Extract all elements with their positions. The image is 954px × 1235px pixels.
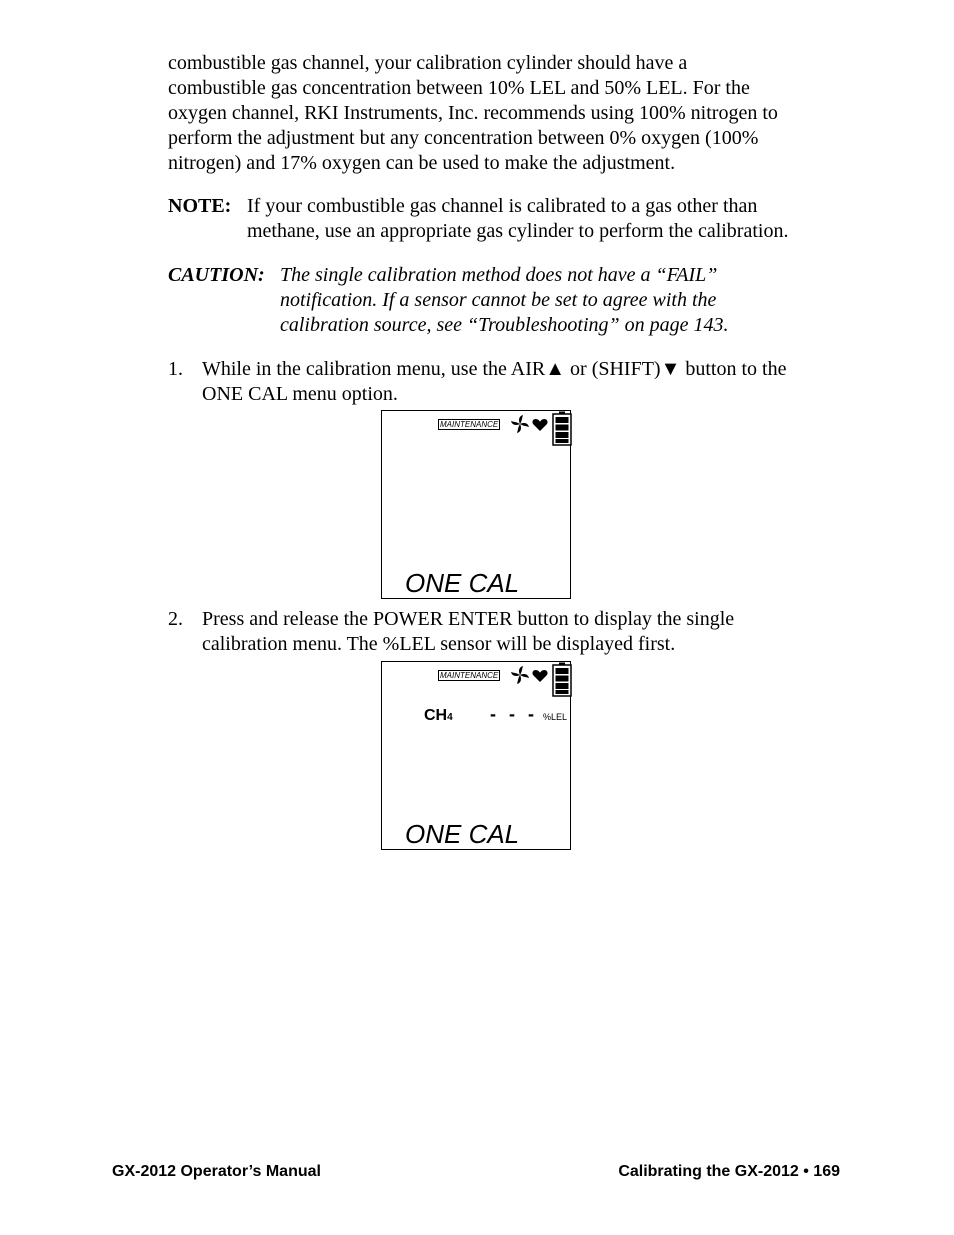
step-line: ONE CAL menu option. xyxy=(202,383,398,405)
intro-line: oxygen channel, RKI Instruments, Inc. recommends using 100% nitrogen to xyxy=(168,102,778,124)
caution-label: CAUTION: xyxy=(168,264,265,286)
pump-icon xyxy=(510,665,530,685)
caution-line: notification. If a sensor cannot be set to agree with the xyxy=(280,289,717,311)
intro-line: perform the adjustment but any concentration between 0% oxygen (100% xyxy=(168,127,759,149)
step-line: While in the calibration menu, use the AIR▲ or (SHIFT)▼ button to the xyxy=(202,358,787,380)
heart-icon xyxy=(532,669,548,683)
step-number: 1. xyxy=(168,358,183,380)
gas-name-subscript: 4 xyxy=(447,712,453,723)
intro-line: combustible gas concentration between 10% LEL and 50% LEL. For the xyxy=(168,77,750,99)
intro-line: nitrogen) and 17% oxygen can be used to make the adjustment. xyxy=(168,152,676,174)
gas-name xyxy=(424,707,453,727)
display-screen-lel-sensor xyxy=(381,661,571,850)
maintenance-indicator: MAINTENANCE xyxy=(440,420,499,429)
step-text xyxy=(202,607,852,657)
battery-icon xyxy=(552,411,572,446)
battery-icon xyxy=(552,662,572,697)
gas-reading: - - - xyxy=(490,704,538,724)
step-text xyxy=(202,357,852,407)
pump-icon xyxy=(510,414,530,434)
intro-line: combustible gas channel, your calibration cylinder should have a xyxy=(168,52,688,74)
gas-unit: %LEL xyxy=(543,712,568,722)
mode-text: ONE CAL xyxy=(405,819,520,849)
step-line: Press and release the POWER ENTER button to display the single xyxy=(202,608,735,630)
caution-line: The single calibration method does not have a “FAIL” xyxy=(280,264,718,286)
gas-name-base: CH xyxy=(424,707,448,724)
heart-icon xyxy=(532,418,548,432)
note-line: methane, use an appropriate gas cylinder to perform the calibration. xyxy=(247,220,789,242)
display-screen-one-cal xyxy=(381,410,571,599)
intro-paragraph xyxy=(168,51,848,176)
step-line: calibration menu. The %LEL sensor will be displayed first. xyxy=(202,633,676,655)
mode-text: ONE CAL xyxy=(405,568,520,598)
note-text xyxy=(247,194,847,244)
step-number: 2. xyxy=(168,608,183,630)
caution-line: calibration source, see “Troubleshooting” on page 143. xyxy=(280,314,729,336)
footer-page-info: Calibrating the GX-2012 • 169 xyxy=(618,1163,840,1180)
caution-text xyxy=(280,263,840,338)
maintenance-indicator: MAINTENANCE xyxy=(440,671,499,680)
note-line: If your combustible gas channel is calibrated to a gas other than xyxy=(247,195,758,217)
note-label: NOTE: xyxy=(168,195,232,217)
footer-manual-title: GX-2012 Operator’s Manual xyxy=(112,1163,321,1180)
